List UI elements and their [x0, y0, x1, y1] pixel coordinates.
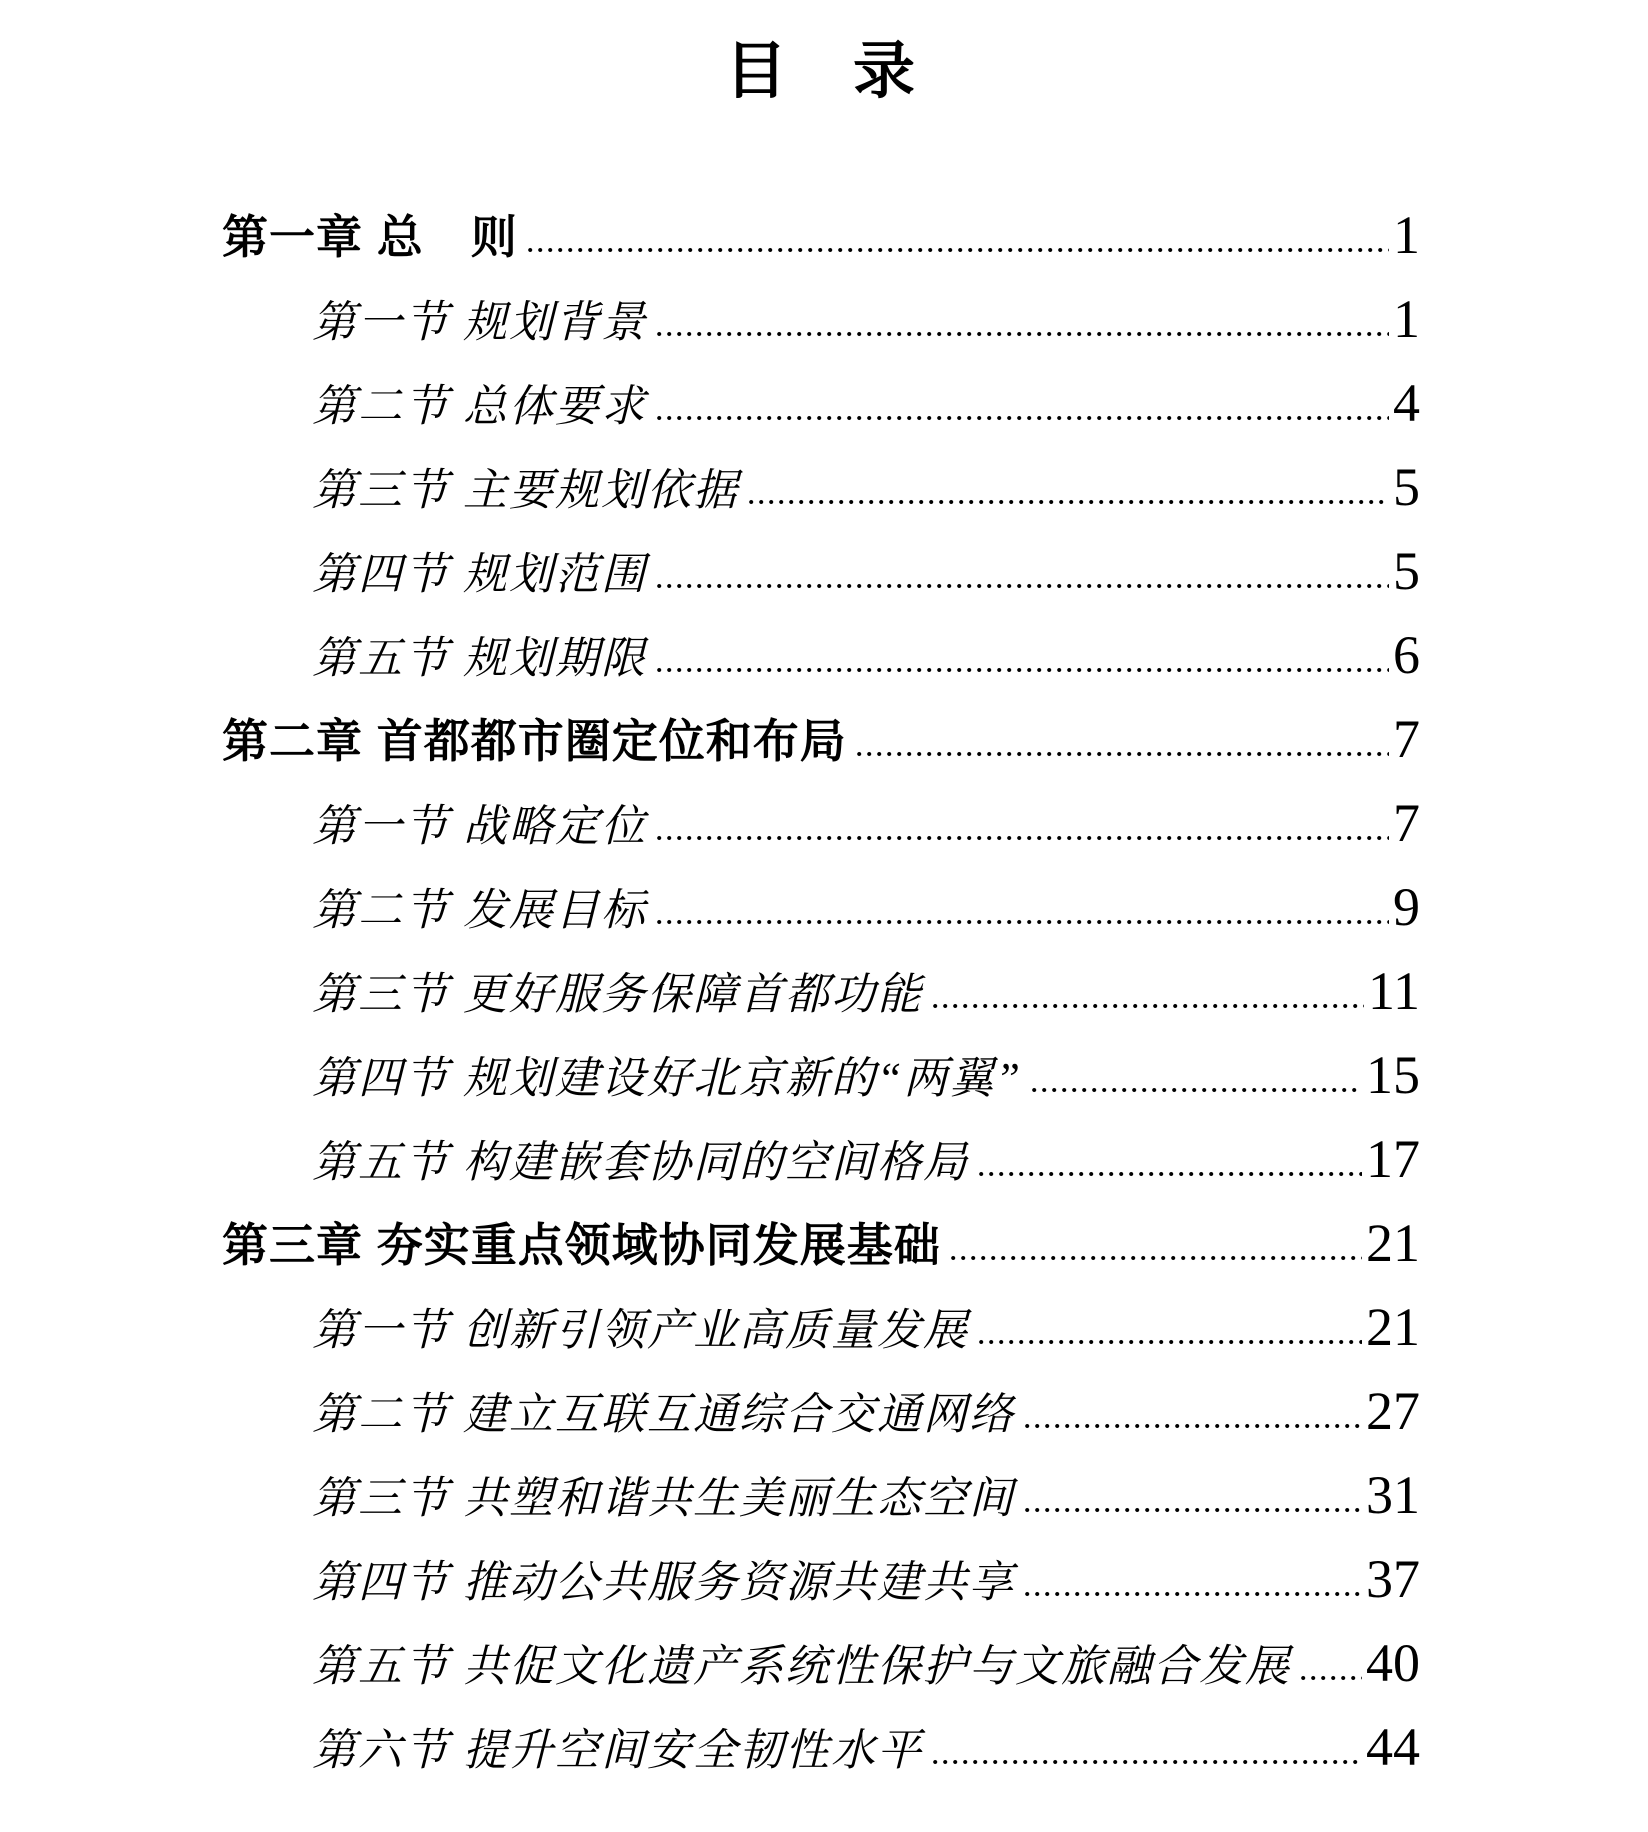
toc-entry-page-number: 40: [1366, 1633, 1420, 1694]
toc-entry-label: 第二节 发展目标: [312, 886, 647, 936]
toc-entry-page-number: 27: [1366, 1381, 1420, 1442]
dot-leader: [657, 919, 1389, 925]
dot-leader: [749, 499, 1389, 505]
toc-entry-page-number: 5: [1393, 457, 1420, 518]
toc-entry-label: 第四节 规划建设好北京新的“两翼”: [312, 1054, 1022, 1104]
dot-leader: [1025, 1423, 1362, 1429]
toc-entry-section-13[interactable]: [222, 1290, 1420, 1374]
toc-entry-page-number: 6: [1393, 625, 1420, 686]
toc-entry-label: 第二节 总体要求: [312, 382, 647, 432]
dot-leader: [857, 751, 1389, 757]
dot-leader: [933, 1759, 1362, 1765]
toc-entry-label: 第五节 规划期限: [312, 634, 647, 684]
toc-entry-section-9[interactable]: [222, 954, 1420, 1038]
toc-entry-label: 第六节 提升空间安全韧性水平: [312, 1726, 923, 1776]
dot-leader: [951, 1255, 1362, 1261]
toc-entry-page-number: 21: [1366, 1213, 1420, 1274]
toc-entry-chapter-12[interactable]: [222, 1206, 1420, 1290]
dot-leader: [657, 415, 1389, 421]
dot-leader: [657, 835, 1389, 841]
toc-entry-page-number: 11: [1368, 961, 1420, 1022]
dot-leader: [528, 247, 1389, 253]
toc-entry-label: 第四节 规划范围: [312, 550, 647, 600]
toc-entry-label: 第一章 总 则: [222, 211, 518, 264]
dot-leader: [979, 1339, 1362, 1345]
dot-leader: [1025, 1591, 1362, 1597]
toc-entry-section-7[interactable]: [222, 786, 1420, 870]
dot-leader: [657, 667, 1389, 673]
toc-entry-page-number: 17: [1366, 1129, 1420, 1190]
toc-entry-label: 第二节 建立互联互通综合交通网络: [312, 1390, 1015, 1440]
toc-entry-chapter-6[interactable]: [222, 702, 1420, 786]
toc-entry-section-4[interactable]: [222, 534, 1420, 618]
dot-leader: [933, 1003, 1364, 1009]
dot-leader: [1301, 1675, 1362, 1681]
toc-entry-section-16[interactable]: [222, 1542, 1420, 1626]
toc-entry-label: 第三节 更好服务保障首都功能: [312, 970, 923, 1020]
toc-entry-label: 第一节 规划背景: [312, 298, 647, 348]
toc-entry-section-1[interactable]: [222, 282, 1420, 366]
toc-entry-page-number: 31: [1366, 1465, 1420, 1526]
dot-leader: [657, 331, 1389, 337]
toc-entry-page-number: 1: [1393, 205, 1420, 266]
toc-entry-label: 第二章 首都都市圈定位和布局: [222, 715, 847, 768]
toc-list: [222, 198, 1420, 1794]
toc-entry-section-17[interactable]: [222, 1626, 1420, 1710]
toc-entry-page-number: 37: [1366, 1549, 1420, 1610]
toc-entry-label: 第五节 共促文化遗产系统性保护与文旅融合发展: [312, 1642, 1291, 1692]
toc-entry-section-8[interactable]: [222, 870, 1420, 954]
toc-entry-page-number: 1: [1393, 289, 1420, 350]
toc-entry-label: 第三章 夯实重点领域协同发展基础: [222, 1219, 941, 1272]
toc-entry-section-15[interactable]: [222, 1458, 1420, 1542]
toc-entry-section-18[interactable]: [222, 1710, 1420, 1794]
toc-entry-label: 第四节 推动公共服务资源共建共享: [312, 1558, 1015, 1608]
toc-entry-page-number: 4: [1393, 373, 1420, 434]
toc-entry-section-2[interactable]: [222, 366, 1420, 450]
toc-entry-section-14[interactable]: [222, 1374, 1420, 1458]
toc-entry-section-5[interactable]: [222, 618, 1420, 702]
dot-leader: [979, 1171, 1362, 1177]
toc-entry-page-number: 9: [1393, 877, 1420, 938]
toc-entry-section-11[interactable]: [222, 1122, 1420, 1206]
page-title: 目 录: [724, 38, 917, 106]
toc-entry-label: 第三节 共塑和谐共生美丽生态空间: [312, 1474, 1015, 1524]
toc-entry-page-number: 5: [1393, 541, 1420, 602]
toc-entry-section-10[interactable]: [222, 1038, 1420, 1122]
toc-entry-chapter-0[interactable]: [222, 198, 1420, 282]
toc-entry-label: 第三节 主要规划依据: [312, 466, 739, 516]
toc-entry-label: 第五节 构建嵌套协同的空间格局: [312, 1138, 969, 1188]
toc-entry-label: 第一节 战略定位: [312, 802, 647, 852]
toc-entry-page-number: 15: [1366, 1045, 1420, 1106]
toc-entry-page-number: 7: [1393, 793, 1420, 854]
dot-leader: [1025, 1507, 1362, 1513]
toc-entry-page-number: 21: [1366, 1297, 1420, 1358]
toc-entry-page-number: 44: [1366, 1717, 1420, 1778]
dot-leader: [657, 583, 1389, 589]
toc-entry-section-3[interactable]: [222, 450, 1420, 534]
toc-entry-label: 第一节 创新引领产业高质量发展: [312, 1306, 969, 1356]
dot-leader: [1032, 1087, 1362, 1093]
toc-entry-page-number: 7: [1393, 709, 1420, 770]
